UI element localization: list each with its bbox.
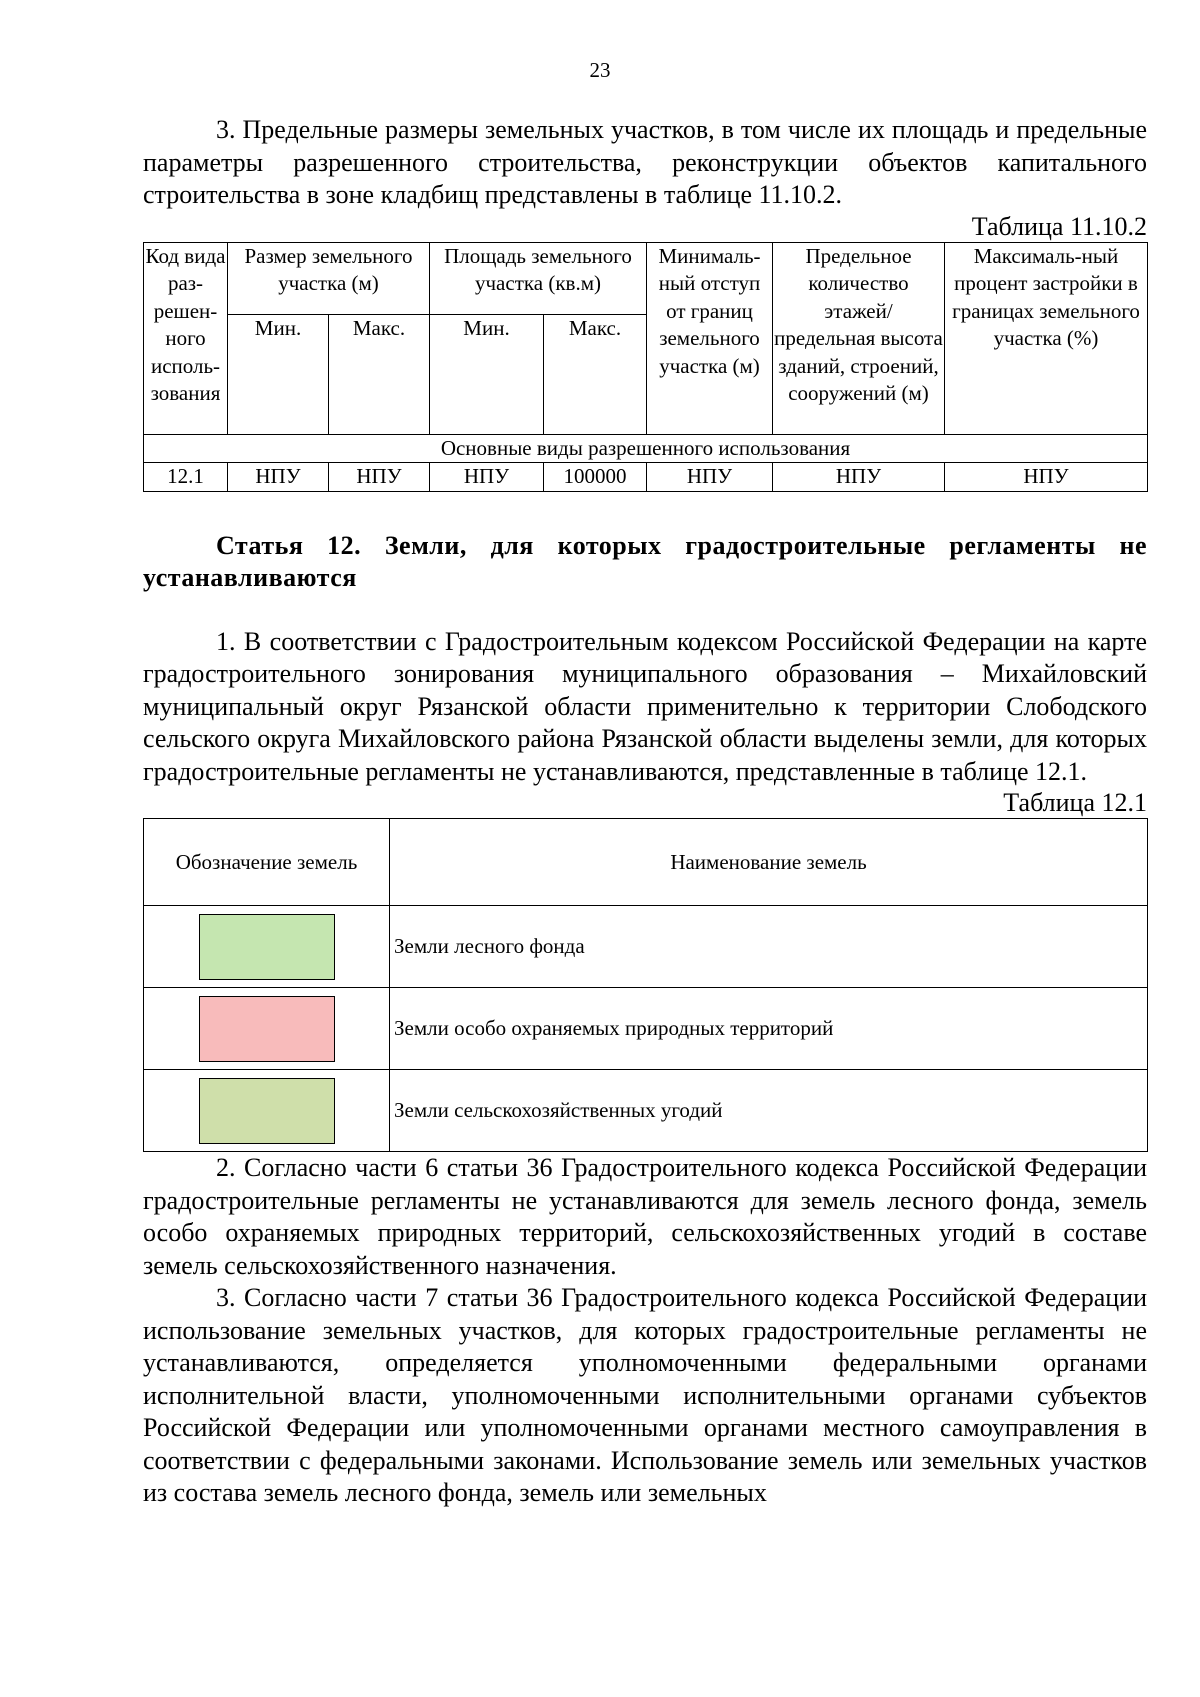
land-name: Земли сельскохозяйственных угодий: [390, 1070, 1148, 1152]
cell-code: 12.1: [144, 463, 228, 492]
table-row: [144, 988, 1148, 1070]
protected-land-swatch: [199, 996, 335, 1062]
header-size-max: Макс.: [329, 314, 430, 434]
header-name: Наименование земель: [390, 819, 1148, 906]
table-row: [144, 1070, 1148, 1152]
header-area-min: Мин.: [430, 314, 544, 434]
header-min-setback: Минималь-ный отступ от границ земельного участка (м): [647, 242, 773, 434]
table-11-10-2-caption: Таблица 11.10.2: [971, 211, 1147, 241]
header-plot-size: Размер земельного участка (м): [228, 242, 430, 314]
cell-size-max: НПУ: [329, 463, 430, 492]
table-12-1-caption: Таблица 12.1: [1003, 788, 1147, 818]
header-area-max: Макс.: [544, 314, 647, 434]
header-max-coverage: Максималь-ный процент застройки в границах земельного участка (%): [945, 242, 1148, 434]
cell-coverage: НПУ: [945, 463, 1148, 492]
paragraph-2: 2. Согласно части 6 статьи 36 Градостроительного кодекса Российской Федерации градостроительные регламенты не устанавливаются для земель лесного фонда, земель особо охраняемых природных территорий, сельскохозяйственных угодий в составе земель сельскохозяйственного назначения.: [143, 1153, 1147, 1280]
table-row: [144, 906, 1148, 988]
page-number: 23: [589, 58, 611, 82]
cell-size-min: НПУ: [228, 463, 329, 492]
section-label: Основные виды разрешенного использования: [144, 434, 1148, 463]
article-heading: Статья 12. Земли, для которых градостроительные регламенты не устанавливаются: [143, 530, 1147, 592]
table-11-10-2: [143, 242, 1148, 492]
land-name: Земли особо охраняемых природных территорий: [390, 988, 1148, 1070]
intro-paragraph: 3. Предельные размеры земельных участков, в том числе их площадь и предельные параметры разрешенного строительства, реконструкции объектов капитального строительства в зоне кладбищ представлены в таблице 11.10.2.: [143, 115, 1147, 209]
paragraph-3: 3. Согласно части 7 статьи 36 Градостроительного кодекса Российской Федерации использование земельных участков, для которых градостроительные регламенты не устанавливаются, определяется уполномоченными федеральными органами исполнительной власти, уполномоченными исполнительными органами субъектов Российской Федерации или уполномоченными органами местного самоуправления в соответствии с федеральными законами. Использование земель или земельных участков из состава земель лесного фонда, земель или земельных: [143, 1283, 1147, 1508]
cell-setback: НПУ: [647, 463, 773, 492]
paragraph-1: 1. В соответствии с Градостроительным кодексом Российской Федерации на карте градостроительного зонирования муниципального образования – Михайловский муниципальный округ Рязанской области применительно к территории Слободского сельского округа Михайловского района Рязанской области выделены земли, для которых градостроительные регламенты не устанавливаются, представленные в таблице 12.1.: [143, 626, 1147, 786]
cell-area-max: 100000: [544, 463, 647, 492]
land-name: Земли лесного фонда: [390, 906, 1148, 988]
agricultural-land-swatch: [199, 1078, 335, 1144]
header-designation: Обозначение земель: [144, 819, 390, 906]
header-size-min: Мин.: [228, 314, 329, 434]
table-row: [144, 463, 1148, 492]
cell-area-min: НПУ: [430, 463, 544, 492]
header-plot-area: Площадь земельного участка (кв.м): [430, 242, 647, 314]
header-max-floors: Предельное количество этажей/ предельная высота зданий, строений, сооружений (м): [773, 242, 945, 434]
header-code: Код вида раз-решен-ного исполь-зования: [144, 242, 228, 434]
forest-land-swatch: [199, 914, 335, 980]
table-12-1: [143, 818, 1148, 1152]
cell-floors: НПУ: [773, 463, 945, 492]
document-body: [143, 114, 1147, 1510]
